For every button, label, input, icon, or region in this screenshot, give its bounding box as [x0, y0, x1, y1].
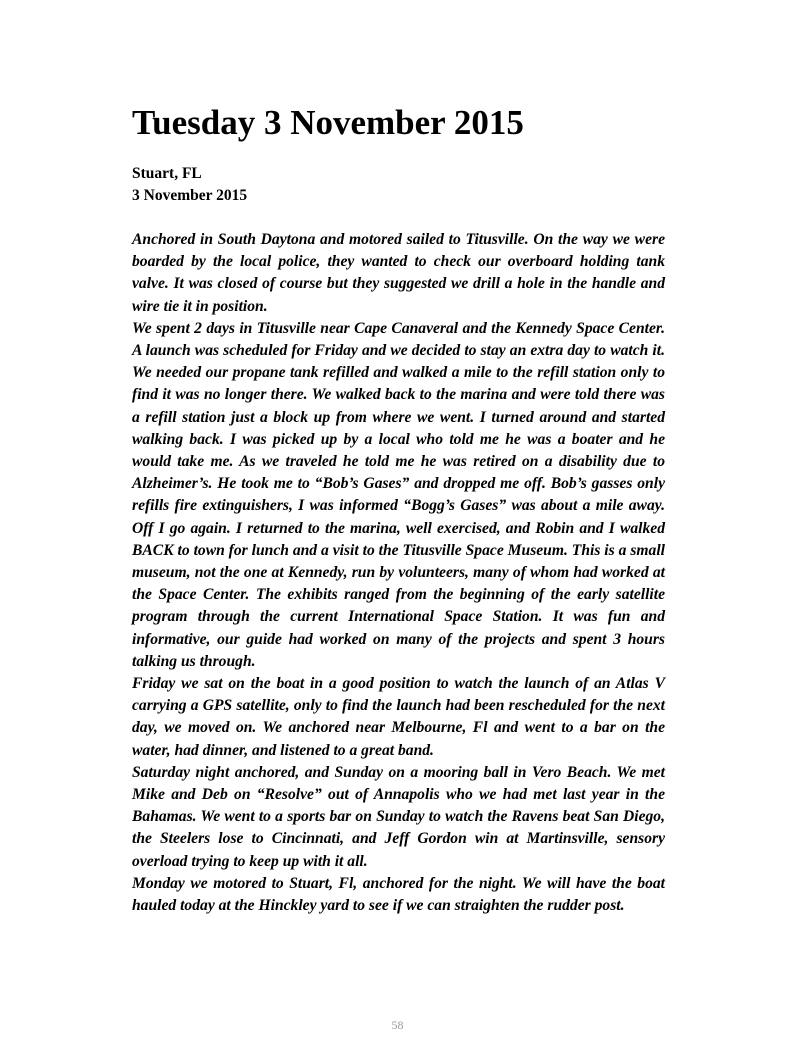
page-title: Tuesday 3 November 2015 [132, 103, 524, 142]
paragraph: Anchored in South Daytona and motored sailed to Titusville. On the way we were boarded by the local police, they wanted to check our overboard holding tank valve. It was closed of course but they suggested we drill a hole in the handle and wire tie it in position. [132, 231, 665, 315]
entry-meta [132, 163, 247, 207]
paragraph: Saturday night anchored, and Sunday on a mooring ball in Vero Beach. We met Mike and Deb on “Resolve” out of Annapolis who we had met last year in the Bahamas. We went to a sports bar on Sunday to watch the Ravens beat San Diego, the Steelers lose to Cincinnati, and Jeff Gordon win at Martinsville, sensory overload trying to keep up with it all. [132, 763, 665, 870]
paragraph: Monday we motored to Stuart, Fl, anchored for the night. We will have the boat hauled today at the Hinckley yard to see if we can straighten the rudder post. [132, 874, 665, 915]
paragraph: Friday we sat on the boat in a good position to watch the launch of an Atlas V carrying a GPS satellite, only to find the launch had been rescheduled for the next day, we moved on. We anchored near Melbourne, Fl and went to a bar on the water, had dinner, and listened to a great band. [132, 675, 665, 759]
entry-location: Stuart, FL [132, 165, 202, 182]
entry-body [132, 229, 665, 917]
entry-date: 3 November 2015 [132, 187, 248, 204]
page-number: 58 [391, 1018, 404, 1032]
paragraph: We spent 2 days in Titusville near Cape Canaveral and the Kennedy Space Center. A launch was scheduled for Friday and we decided to stay an extra day to watch it. We needed our propane tank refilled and walked a mile to the refill station only to find it was no longer there. We walked back to the marina and were told there was a refill station just a block up from where we went. I turned around and started walking back. I was picked up by a local who told me he was a boater and he would take me. As we traveled he told me he was retired on a disability due to Alzheimer’s. He took me to “Bob’s Gases” and dropped me off. Bob’s gasses only refills fire extinguishers, I was informed “Bogg’s Gases” was about a mile away. Off I go again. I returned to the marina, well exercised, and Robin and I walked BACK to town for lunch and a visit to the Titusville Space Museum. This is a small museum, not the one at Kennedy, run by volunteers, many of whom had worked at the Space Center. The exhibits ranged from the beginning of the early satellite program through the current International Space Station. It was fun and informative, our guide had worked on many of the projects and spent 3 hours talking us through. [132, 319, 665, 670]
